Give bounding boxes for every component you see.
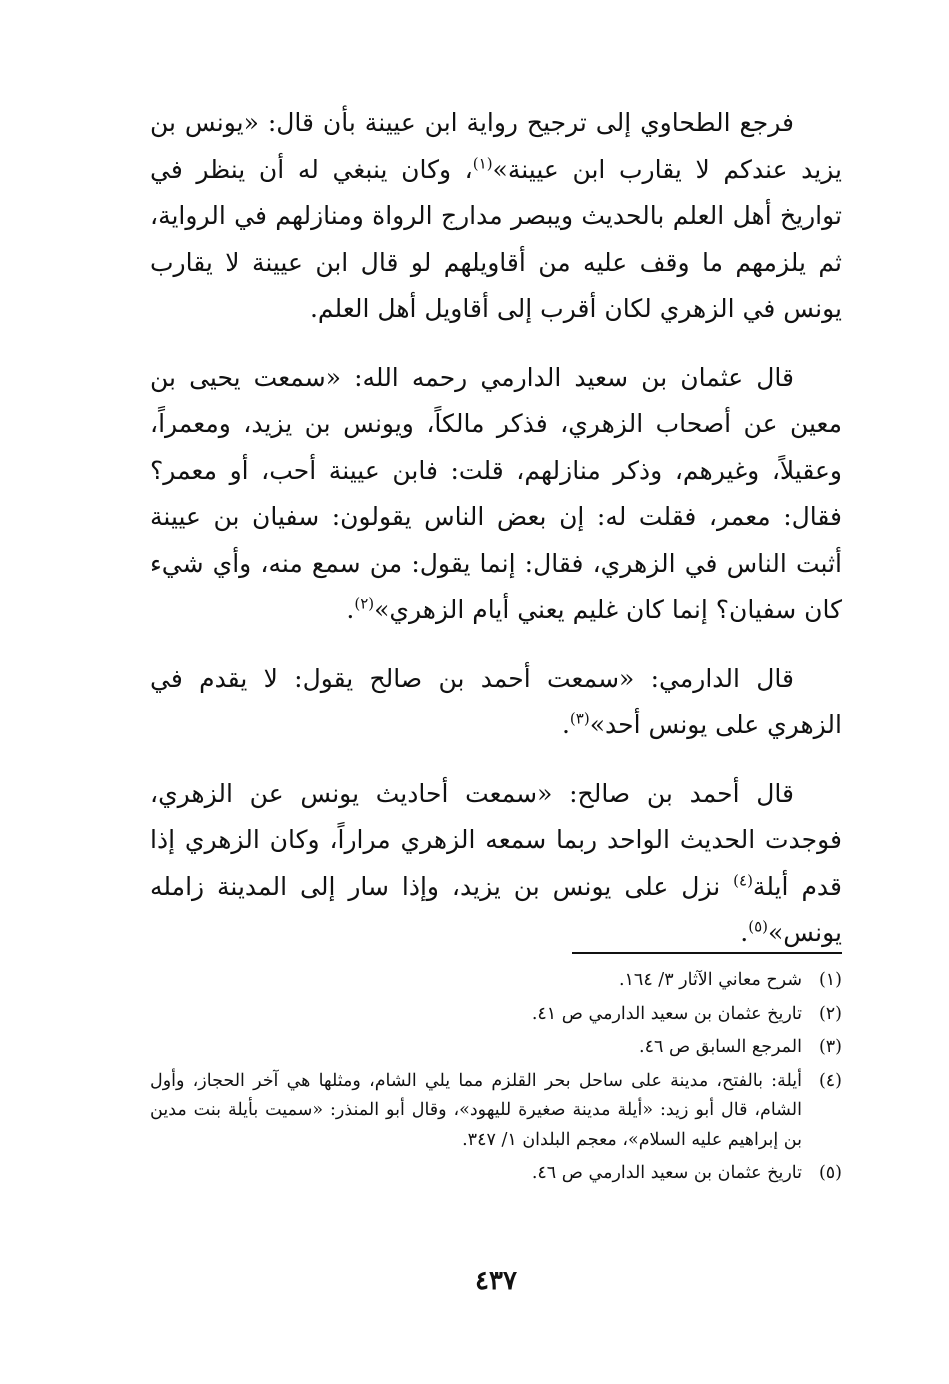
paragraph-3-text-b: . <box>561 710 570 739</box>
page <box>150 100 842 1330</box>
paragraph-2-text-a: قال عثمان بن سعيد الدارمي رحمه الله: «سمعت يحيى بن معين عن أصحاب الزهري، فذكر مالكاً، ويونس بن يزيد، ومعمراً، وعقيلاً، وغيرهم، وذكر منازلهم، قلت: فابن عيينة أحب، أو معمر؟ فقال: معمر، فقلت له: إن بعض الناس يقولون: سفيان بن عيينة أثبت الناس في الزهري، فقال: إنما يقول: من سمع منه، وأي شيء كان سفيان؟ إنما كان غليم يعني أيام الزهري» <box>150 362 842 624</box>
footnote-number: (٥) <box>818 1163 842 1183</box>
footnote-number: (٣) <box>818 1037 842 1057</box>
paragraph-4 <box>150 771 842 957</box>
footnote-text: تاريخ عثمان بن سعيد الدارمي ص ٤٦. <box>531 1163 802 1183</box>
footnote-2 <box>150 1000 842 1030</box>
paragraph-4-text-c: . <box>740 918 749 947</box>
footnote-text: أيلة: بالفتح، مدينة على ساحل بحر القلزم مما يلي الشام، ومثلها هي آخر الحجاز، وأول الشام، قال أبو زيد: «أيلة مدينة صغيرة لليهود»، وقال أبو المنذر: «سميت بأيلة بنت مدين بن إبراهيم عليه السلام»، معجم البلدان ١/ ٣٤٧. <box>150 1070 802 1150</box>
footnote-5 <box>150 1159 842 1189</box>
footnote-1 <box>150 966 842 996</box>
paragraph-4-text-b: نزل على يونس بن يزيد، وإذا سار إلى المدينة زامله يونس» <box>150 871 842 947</box>
paragraph-1-text-b: ، وكان ينبغي له أن ينظر في تواريخ أهل العلم بالحديث ويبصر مدارج الرواة ومنازلهم في الرواية، ثم يلزمهم ما وقف عليه من أقاويلهم لو قال ابن عيينة لا يقارب يونس في الزهري لكان أقرب إلى أقاويل أهل العلم. <box>150 154 842 323</box>
footnotes-list <box>150 966 842 1193</box>
footnote-number: (٤) <box>818 1070 842 1091</box>
footnote-text: المرجع السابق ص ٤٦. <box>639 1037 802 1057</box>
paragraph-4-text-a: قال أحمد بن صالح: «سمعت أحاديث يونس عن الزهري، فوجدت الحديث الواحد ربما سمعه الزهري مراراً، وكان الزهري إذا قدم أيلة <box>150 778 842 901</box>
footnote-number: (٢) <box>818 1003 842 1024</box>
footnote-ref-4[interactable]: (٤) <box>733 871 753 890</box>
footnote-number: (١) <box>818 970 842 990</box>
paragraph-3-text-a: قال الدارمي: «سمعت أحمد بن صالح يقول: لا يقدم في الزهري على يونس أحد» <box>150 663 842 739</box>
paragraph-2 <box>150 355 842 634</box>
footnote-ref-3[interactable]: (٣) <box>569 709 590 728</box>
paragraph-2-text-b: . <box>346 595 355 624</box>
paragraph-3 <box>150 656 842 749</box>
footnote-separator <box>572 952 842 954</box>
footnote-ref-2[interactable]: (٢) <box>354 594 375 613</box>
footnote-ref-1[interactable]: (١) <box>472 154 493 173</box>
footnote-text: تاريخ عثمان بن سعيد الدارمي ص ٤١. <box>531 1003 802 1024</box>
footnote-3 <box>150 1033 842 1063</box>
paragraph-1 <box>150 100 842 333</box>
paragraph-1-text-a: فرجع الطحاوي إلى ترجيح رواية ابن عيينة بأن قال: «يونس بن يزيد عندكم لا يقارب ابن عيينة» <box>150 108 843 184</box>
footnote-4 <box>150 1067 842 1156</box>
footnote-ref-5[interactable]: (٥) <box>748 917 768 936</box>
footnote-text: شرح معاني الآثار ٣/ ١٦٤. <box>618 970 802 990</box>
page-number: ٤٣٧ <box>475 1266 517 1296</box>
